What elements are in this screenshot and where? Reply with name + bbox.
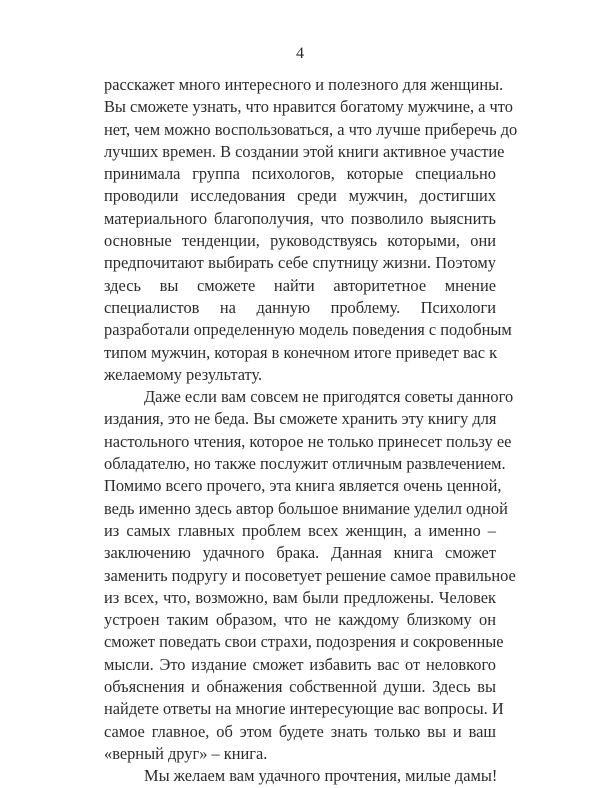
text-line: Даже если вам совсем не пригодятся советы данного [144,387,514,407]
text-line: сможет поведать свои страхи, подозрения и сокровенные [104,632,504,652]
text-line: заменить подругу и посоветует решение самое правильное [104,565,516,585]
text-line: Вы сможете узнать, что нравится богатому мужчине, а что [104,97,513,117]
text-line: предпочитают выбирать себе спутницу жизни. Поэтому [104,253,496,273]
text-line: мысли. Это издание сможет избавить вас от неловкого [104,654,496,674]
text-line: разработали определенную модель поведения с подобным [104,320,512,340]
text-line: специалистов на данную проблему. Психологи [104,297,496,317]
text-line: желаемому результату. [104,364,263,384]
text-line: нет, чем можно воспользоваться, а что лучше приберечь до [104,119,518,139]
text-line: издания, это не беда. Вы сможете хранить эту книгу для [104,409,497,429]
text-line: объяснения и обнажения собственной души. Здесь вы [104,677,496,697]
text-line: самое главное, об этом будете знать только вы и ваш [104,721,496,741]
text-line: обладателю, но также послужит отличным развлечением. [104,454,506,474]
body-text [104,74,518,788]
text-line: основные тенденции, руководствуясь которыми, они [104,231,496,251]
text-line: из самых главных проблем всех женщин, а именно – [104,520,496,540]
page-number: 4 [296,45,304,62]
text-line: принимала группа психологов, которые специально [104,164,496,184]
text-line: настольного чтения, которое не только принесет пользу ее [104,431,512,451]
text-line: материального благополучия, что позволило выяснить [104,208,496,228]
text-line: лучших времен. В создании этой книги активное участие [104,141,505,161]
text-line: ведь именно здесь автор большое внимание уделил одной [104,498,508,518]
text-line: проводили исследования среди мужчин, достигших [104,186,496,206]
text-line: Помимо всего прочего, эта книга является очень ценной, [104,476,502,496]
text-line: найдете ответы на многие интересующие вас вопросы. И [104,699,504,719]
text-line: «верный друг» – книга. [104,743,268,763]
text-line: заключению удачного брака. Данная книга сможет [104,543,496,563]
text-line: здесь вы сможете найти авторитетное мнение [104,275,496,295]
text-line: расскажет много интересного и полезного для женщины. [104,75,504,94]
text-line: из всех, что, возможно, вам были предложены. Человек [104,587,496,607]
text-line: типом мужчин, которая в конечном итоге приведет вас к [104,342,498,362]
text-line: устроен таким образом, что не каждому близкому он [104,610,496,630]
text-line: Мы желаем вам удачного прочтения, милые дамы! [144,766,498,786]
